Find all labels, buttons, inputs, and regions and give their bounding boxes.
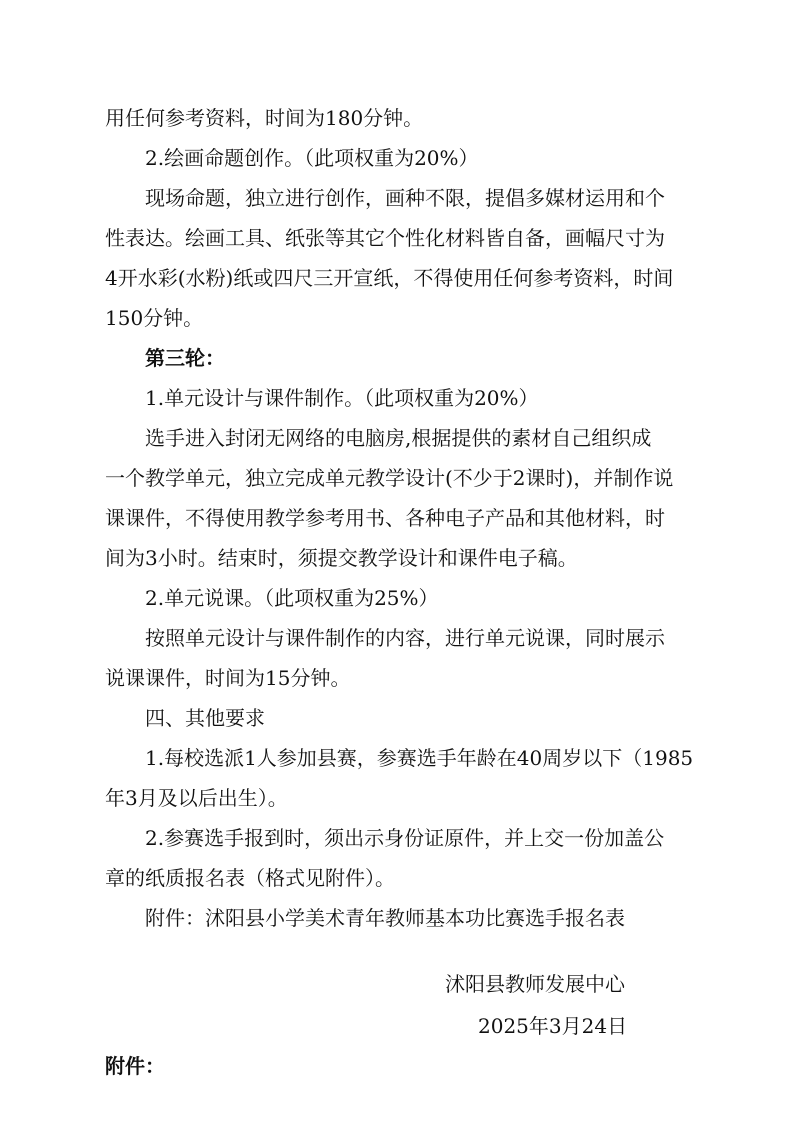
body-line: 课课件，不得使用教学参考用书、各种电子产品和其他材料，时: [105, 506, 665, 530]
section-heading-painting: 2.绘画命题创作。（此项权重为20%）: [145, 146, 479, 170]
body-line: 选手进入封闭无网络的电脑房,根据提供的素材自己组织成: [145, 426, 652, 450]
body-line: 2.参赛选手报到时，须出示身份证原件，并上交一份加盖公: [145, 826, 665, 850]
round-three-heading: 第三轮：: [145, 346, 225, 370]
body-line: 说课课件，时间为15分钟。: [105, 666, 351, 690]
signature-organization: 沭阳县教师发展中心: [445, 972, 625, 996]
body-line: 用任何参考资料，时间为180分钟。: [105, 106, 424, 130]
body-line: 间为3小时。结束时，须提交教学设计和课件电子稿。: [105, 546, 578, 570]
body-line: 150分钟。: [105, 306, 204, 330]
attachment-label: 附件：: [105, 1054, 165, 1078]
other-requirements-heading: 四、其他要求: [145, 706, 265, 730]
body-line: 按照单元设计与课件制作的内容，进行单元说课，同时展示: [145, 626, 665, 650]
attachment-note: 附件：沭阳县小学美术青年教师基本功比赛选手报名表: [145, 906, 625, 930]
signature-date: 2025年3月24日: [478, 1014, 628, 1038]
body-line: 现场命题，独立进行创作，画种不限，提倡多媒材运用和个: [145, 186, 665, 210]
body-line: 年3月及以后出生）。: [105, 786, 288, 810]
body-line: 章的纸质报名表（格式见附件）。: [105, 866, 395, 890]
body-line: 4开水彩(水粉)纸或四尺三开宣纸，不得使用任何参考资料，时间: [105, 266, 674, 290]
section-heading-lecture: 2.单元说课。（此项权重为25%）: [145, 586, 439, 610]
body-line: 性表达。绘画工具、纸张等其它个性化材料皆自备，画幅尺寸为: [105, 226, 665, 250]
body-line: 一个教学单元，独立完成单元教学设计(不少于2课时)，并制作说: [105, 466, 674, 490]
section-heading-unit-design: 1.单元设计与课件制作。（此项权重为20%）: [145, 386, 539, 410]
body-line: 1.每校选派1人参加县赛，参赛选手年龄在40周岁以下（1985: [145, 746, 694, 770]
